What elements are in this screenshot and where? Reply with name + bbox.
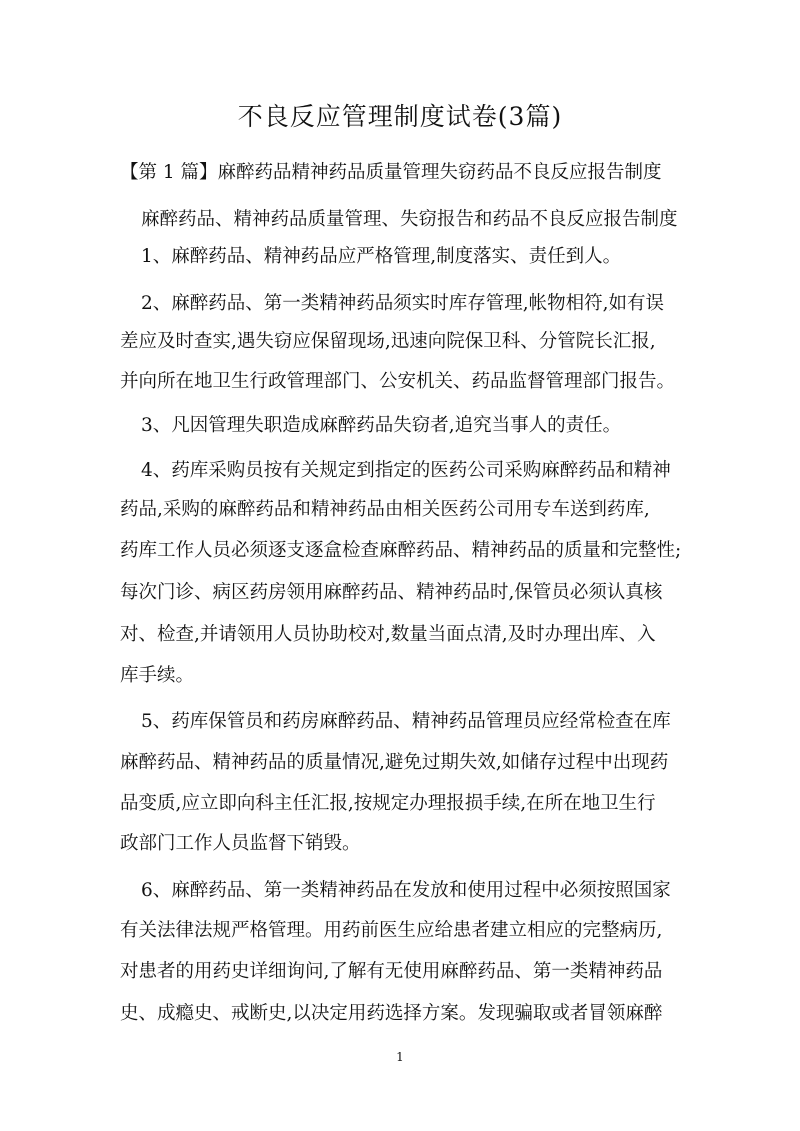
text-line: 药库工作人员必须逐支逐盒检查麻醉药品、精神药品的质量和完整性; xyxy=(120,540,682,561)
text-line: 麻醉药品、精神药品的质量情况,避免过期失效,如储存过程中出现药 xyxy=(120,752,669,773)
text-line: 并向所在地卫生行政管理部门、公安机关、药品监督管理部门报告。 xyxy=(120,371,676,392)
text-line: 政部门工作人员监督下销毁。 xyxy=(120,833,361,854)
text-line: 差应及时查实,遇失窃应保留现场,迅速向院保卫科、分管院长汇报, xyxy=(120,331,656,352)
text-line: 6、麻醉药品、第一类精神药品在发放和使用过程中必须按照国家 xyxy=(141,880,671,901)
text-line: 麻醉药品、精神药品质量管理、失窃报告和药品不良反应报告制度 xyxy=(141,209,678,230)
text-line: 2、麻醉药品、第一类精神药品须实时库存管理,帐物相符,如有误 xyxy=(141,293,665,314)
page-number: 1 xyxy=(396,1050,404,1064)
text-line: 药品,采购的麻醉药品和精神药品由相关医药公司用专车送到药库, xyxy=(120,499,650,520)
text-line: 【第 1 篇】麻醉药品精神药品质量管理失窃药品不良反应报告制度 xyxy=(120,162,662,183)
text-line: 每次门诊、病区药房领用麻醉药品、精神药品时,保管员必须认真核 xyxy=(120,582,663,603)
text-line: 对、检查,并请领用人员协助校对,数量当面点清,及时办理出库、入 xyxy=(120,624,656,645)
text-line: 库手续。 xyxy=(120,665,195,686)
text-line: 3、凡因管理失职造成麻醉药品失窃者,追究当事人的责任。 xyxy=(141,415,622,436)
text-line: 5、药库保管员和药房麻醉药品、精神药品管理员应经常检查在库 xyxy=(141,711,671,732)
text-line: 史、成瘾史、戒断史,以决定用药选择方案。发现骗取或者冒领麻醉 xyxy=(120,1003,663,1024)
text-line: 对患者的用药史详细询问,了解有无使用麻醉药品、第一类精神药品 xyxy=(120,961,663,982)
document-title: 不良反应管理制度试卷(3篇) xyxy=(237,102,563,131)
text-line: 1、麻醉药品、精神药品应严格管理,制度落实、责任到人。 xyxy=(141,246,622,267)
text-line: 品变质,应立即向科主任汇报,按规定办理报损手续,在所在地卫生行 xyxy=(120,793,656,814)
text-line: 有关法律法规严格管理。用药前医生应给患者建立相应的完整病历, xyxy=(120,920,663,941)
text-line: 4、药库采购员按有关规定到指定的医药公司采购麻醉药品和精神 xyxy=(141,460,671,481)
